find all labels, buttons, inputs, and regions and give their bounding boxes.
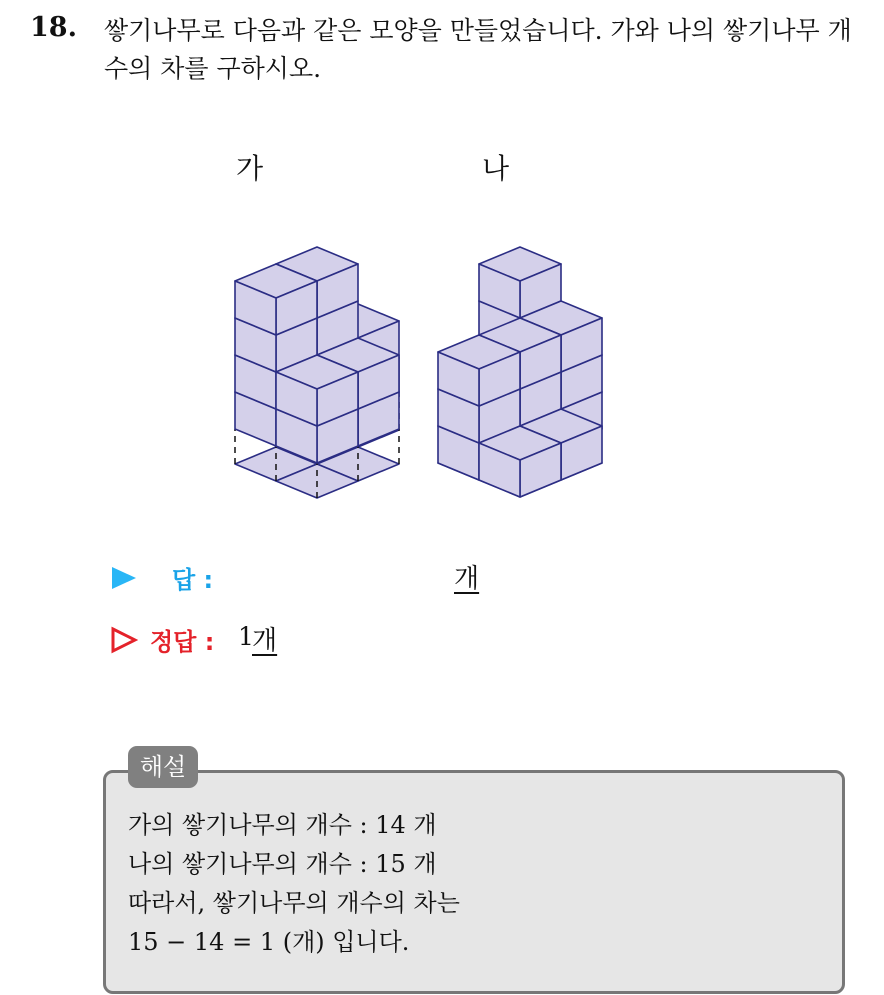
explanation-line: 나의 쌓기나무의 개수 : 15 개 <box>128 850 437 878</box>
figure-na <box>438 247 602 497</box>
label-na: 나 <box>482 152 510 185</box>
block-figure <box>0 140 884 540</box>
label-ga: 가 <box>236 152 264 185</box>
answer-row <box>110 558 710 598</box>
explanation-line: 가의 쌓기나무의 개수 : 14 개 <box>128 811 437 839</box>
explanation-line: 따라서, 쌓기나무의 개수의 차는 <box>128 889 460 917</box>
question-number: 18. <box>30 12 77 43</box>
answer-label: 답 : <box>172 566 214 594</box>
correct-answer-row <box>110 620 710 660</box>
explanation-line: 15 − 14 = 1 (개) 입니다. <box>128 928 410 956</box>
correct-marker-icon <box>110 626 138 654</box>
correct-unit: 개 <box>252 626 278 656</box>
explanation-text <box>128 806 460 962</box>
correct-label: 정답 : <box>150 628 215 656</box>
figure-ga <box>235 247 399 498</box>
correct-value: 1 <box>238 622 254 651</box>
question-text: 쌓기나무로 다음과 같은 모양을 만들었습니다. 가와 나의 쌓기나무 개수의 차를 구하시오. <box>104 16 852 83</box>
explanation-title: 해설 <box>128 746 198 788</box>
answer-unit: 개 <box>454 564 480 594</box>
answer-marker-icon <box>110 565 138 591</box>
